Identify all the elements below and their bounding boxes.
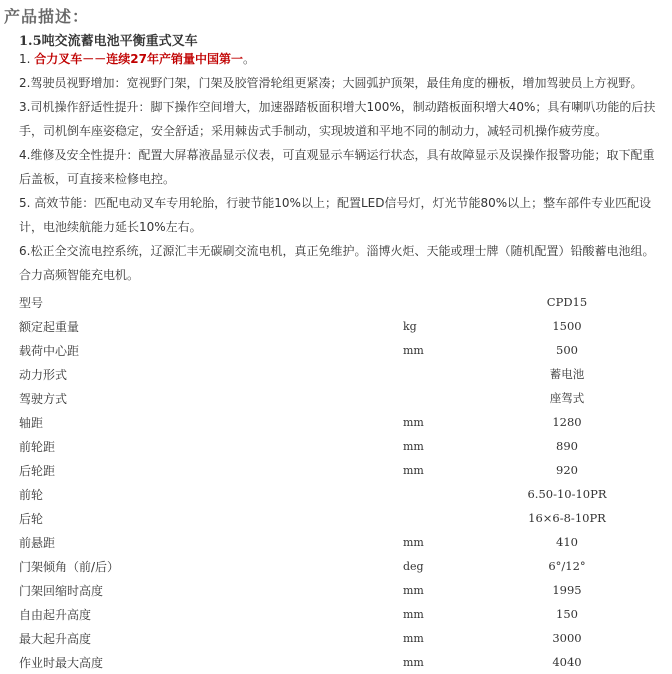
spec-unit: mm (403, 415, 424, 429)
feature-text: 。 (242, 52, 255, 66)
spec-value: CPD15 (546, 295, 588, 309)
spec-value: 1280 (552, 415, 582, 429)
spec-unit: kg (403, 319, 417, 333)
feature-4 (19, 143, 659, 191)
spec-label: 轴距 (19, 415, 44, 430)
spec-value: 4040 (552, 655, 582, 669)
spec-unit: mm (403, 463, 424, 477)
spec-label: 驾驶方式 (19, 391, 68, 406)
feature-number: 1. (19, 52, 35, 66)
feature-5 (19, 191, 659, 239)
spec-value: 920 (556, 463, 578, 477)
feature-number: 4. (19, 148, 31, 162)
spec-label: 自由起升高度 (19, 607, 92, 622)
feature-number: 2. (19, 76, 31, 90)
spec-unit: mm (403, 535, 424, 549)
spec-value: 6°/12° (548, 559, 586, 573)
spec-value: 座驾式 (549, 391, 585, 405)
spec-row (19, 650, 617, 674)
spec-label: 动力形式 (19, 367, 68, 382)
spec-value: 6.50-10-10PR (527, 487, 607, 501)
spec-value: 1500 (552, 319, 582, 333)
feature-number: 5. (19, 196, 35, 210)
spec-row (19, 434, 617, 458)
spec-value: 蓄电池 (549, 367, 585, 381)
spec-unit (403, 386, 517, 410)
spec-label: 型号 (19, 295, 44, 310)
spec-unit: mm (403, 631, 424, 645)
spec-unit: mm (403, 655, 424, 669)
feature-number: 3. (19, 100, 31, 114)
spec-row (19, 314, 617, 338)
spec-value: 890 (556, 439, 578, 453)
spec-value: 150 (556, 607, 578, 621)
spec-row (19, 602, 617, 626)
feature-1 (19, 47, 659, 71)
page-title: 产品描述： (4, 7, 90, 26)
spec-row (19, 482, 617, 506)
spec-value: 410 (556, 535, 578, 549)
spec-unit (403, 506, 517, 530)
spec-label: 最大起升高度 (19, 631, 92, 646)
spec-row (19, 506, 617, 530)
feature-text: 维修及安全性提升：配置大屏幕液晶显示仪表，可直观显示车辆运行状态，具有故障显示及误操作报警功能；取下配重后盖板，可直接来检修电控。 (19, 148, 655, 186)
spec-row (19, 578, 617, 602)
spec-value: 16×6-8-10PR (528, 511, 606, 525)
spec-label: 后轮距 (19, 463, 56, 478)
feature-text: 松正全交流电控系统，辽源汇丰无碳刷交流电机，真正免维护。淄博火炬、天能或理士牌（随机配置）铅酸蓄电池组。合力高频智能充电机。 (19, 244, 655, 282)
spec-row (19, 458, 617, 482)
spec-row (19, 362, 617, 386)
spec-unit: mm (403, 583, 424, 597)
spec-unit (403, 290, 517, 314)
spec-label: 门架回缩时高度 (19, 583, 104, 598)
feature-3 (19, 95, 659, 143)
spec-value: 3000 (552, 631, 582, 645)
feature-text: 高效节能：匹配电动叉车专用轮胎，行驶节能10%以上；配置LED信号灯，灯光节能80%以上；整车部件专业匹配设计，电池续航能力延长10%左右。 (19, 196, 652, 234)
spec-unit: mm (403, 607, 424, 621)
feature-highlight: 合力叉车－－连续27年产销量中国第一 (34, 52, 243, 66)
spec-unit: deg (403, 559, 424, 573)
spec-row (19, 386, 617, 410)
feature-text: 驾驶员视野增加：宽视野门架，门架及胶管滑轮组更紧凑；大圆弧护顶架，最佳角度的栅板，增加驾驶员上方视野。 (30, 76, 643, 90)
spec-unit: mm (403, 343, 424, 357)
spec-table (19, 290, 617, 674)
spec-label: 门架倾角（前/后） (19, 559, 120, 574)
product-subtitle: 1.5吨交流蓄电池平衡重式叉车 (19, 34, 198, 49)
spec-value: 1995 (552, 583, 582, 597)
spec-row (19, 290, 617, 314)
spec-label: 前轮距 (19, 439, 56, 454)
spec-unit (403, 362, 517, 386)
spec-label: 前轮 (19, 487, 44, 502)
spec-label: 载荷中心距 (19, 343, 80, 358)
feature-6 (19, 239, 659, 287)
spec-label: 后轮 (19, 511, 44, 526)
spec-unit: mm (403, 439, 424, 453)
spec-row (19, 530, 617, 554)
spec-row (19, 338, 617, 362)
spec-unit (403, 482, 517, 506)
spec-label: 前悬距 (19, 535, 56, 550)
spec-label: 额定起重量 (19, 319, 80, 334)
feature-2 (19, 71, 659, 95)
spec-row (19, 410, 617, 434)
feature-number: 6. (19, 244, 31, 258)
feature-text: 司机操作舒适性提升：脚下操作空间增大，加速器踏板面积增大100%，制动踏板面积增大40%；具有喇叭功能的后扶手，司机倒车座姿稳定，安全舒适；采用棘齿式手制动，实现坡道和平地不同的制动力，减轻司机操作疲劳度。 (19, 100, 656, 138)
spec-label: 作业时最大高度 (19, 655, 104, 670)
spec-row (19, 626, 617, 650)
spec-row (19, 554, 617, 578)
spec-value: 500 (556, 343, 578, 357)
